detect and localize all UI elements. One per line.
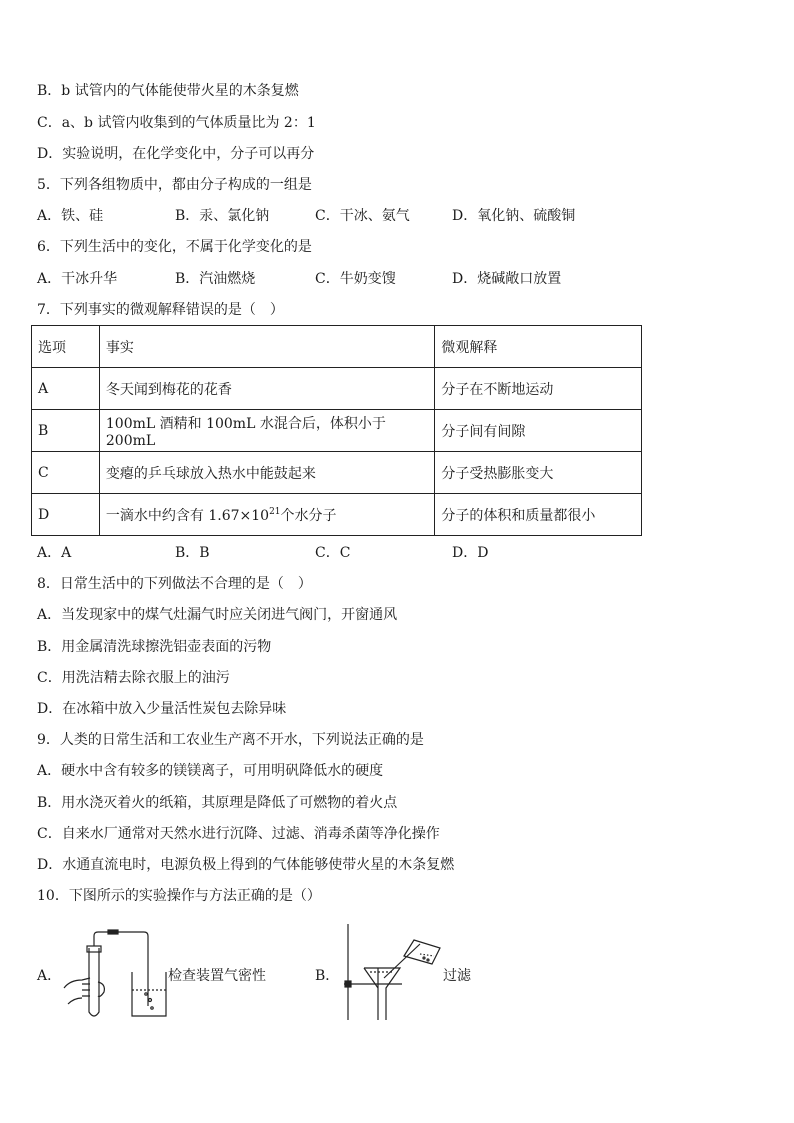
q7-option-a: A．A	[37, 545, 72, 561]
figure-b-letter: B．	[315, 968, 340, 984]
option-d-text: D．实验说明，在化学变化中，分子可以再分	[37, 146, 315, 162]
cell-explanation: 分子间有间隙	[435, 410, 642, 452]
q9-option-c: C．自来水厂通常对天然水进行沉降、过滤、消毒杀菌等净化操作	[37, 826, 440, 842]
question-6: 6．下列生活中的变化，不属于化学变化的是	[37, 239, 312, 255]
figure-a-letter: A．	[37, 968, 62, 984]
figure-a-caption: 检查装置气密性	[168, 968, 266, 984]
cell-fact: 100mL 酒精和 100mL 水混合后，体积小于 200mL	[99, 410, 434, 452]
cell-option: D	[32, 494, 100, 536]
fact-prefix: 一滴水中约含有 1.67×10	[105, 507, 270, 524]
q6-option-d: D．烧碱敞口放置	[452, 271, 562, 287]
q9-option-d: D．水通直流电时，电源负极上得到的气体能够使带火星的木条复燃	[37, 857, 455, 873]
q7-option-c: C．C	[315, 545, 351, 561]
q5-option-a: A．铁、硅	[37, 208, 104, 224]
option-b-text: B．b 试管内的气体能使带火星的木条复燃	[37, 83, 299, 99]
q5-option-c: C．干冰、氨气	[315, 208, 410, 224]
cell-option: A	[32, 368, 100, 410]
cell-option: B	[32, 410, 100, 452]
facts-table	[31, 325, 642, 536]
q8-option-b: B．用金属清洗球擦洗铝壶表面的污物	[37, 639, 272, 655]
q6-option-a: A．干冰升华	[37, 271, 118, 287]
cell-fact: 冬天闻到梅花的花香	[99, 368, 434, 410]
table-row	[32, 368, 642, 410]
q8-option-c: C．用洗洁精去除衣服上的油污	[37, 670, 230, 686]
cell-option: C	[32, 452, 100, 494]
header-option: 选项	[32, 326, 100, 368]
table-row	[32, 410, 642, 452]
question-10: 10．下图所示的实验操作与方法正确的是（）	[37, 888, 321, 904]
option-c-text: C．a、b 试管内收集到的气体质量比为 2：1	[37, 115, 316, 131]
cell-explanation: 分子的体积和质量都很小	[435, 494, 642, 536]
question-9: 9．人类的日常生活和工农业生产离不开水，下列说法正确的是	[37, 732, 424, 748]
q9-option-a: A．硬水中含有较多的镁镁离子，可用明矾降低水的硬度	[37, 763, 384, 779]
q7-option-d: D．D	[452, 545, 489, 561]
cell-fact	[99, 494, 434, 536]
header-fact: 事实	[99, 326, 434, 368]
q6-option-b: B．汽油燃烧	[175, 271, 256, 287]
q6-option-c: C．牛奶变馊	[315, 271, 396, 287]
q8-option-d: D．在冰箱中放入少量活性炭包去除异味	[37, 701, 287, 717]
cell-fact: 变瘪的乒乓球放入热水中能鼓起来	[99, 452, 434, 494]
q9-option-b: B．用水浇灭着火的纸箱，其原理是降低了可燃物的着火点	[37, 795, 398, 811]
fact-suffix: 个水分子	[280, 507, 337, 524]
question-5: 5．下列各组物质中，都由分子构成的一组是	[37, 177, 312, 193]
table-row	[32, 452, 642, 494]
cell-explanation: 分子受热膨胀变大	[435, 452, 642, 494]
q5-option-d: D．氧化钠、硫酸铜	[452, 208, 576, 224]
airtightness-apparatus-icon	[60, 928, 170, 1020]
question-8: 8．日常生活中的下列做法不合理的是（ ）	[37, 576, 312, 592]
q5-option-b: B．汞、氯化钠	[175, 208, 270, 224]
q8-option-a: A．当发现家中的煤气灶漏气时应关闭进气阀门，开窗通风	[37, 607, 398, 623]
cell-explanation: 分子在不断地运动	[435, 368, 642, 410]
q7-option-b: B．B	[175, 545, 210, 561]
header-explanation: 微观解释	[435, 326, 642, 368]
table-header-row	[32, 326, 642, 368]
filtration-apparatus-icon	[340, 920, 445, 1025]
figure-b-caption: 过滤	[443, 968, 471, 984]
fact-exponent: 21	[269, 506, 281, 517]
question-7: 7．下列事实的微观解释错误的是（ ）	[37, 302, 284, 318]
table-row	[32, 494, 642, 536]
